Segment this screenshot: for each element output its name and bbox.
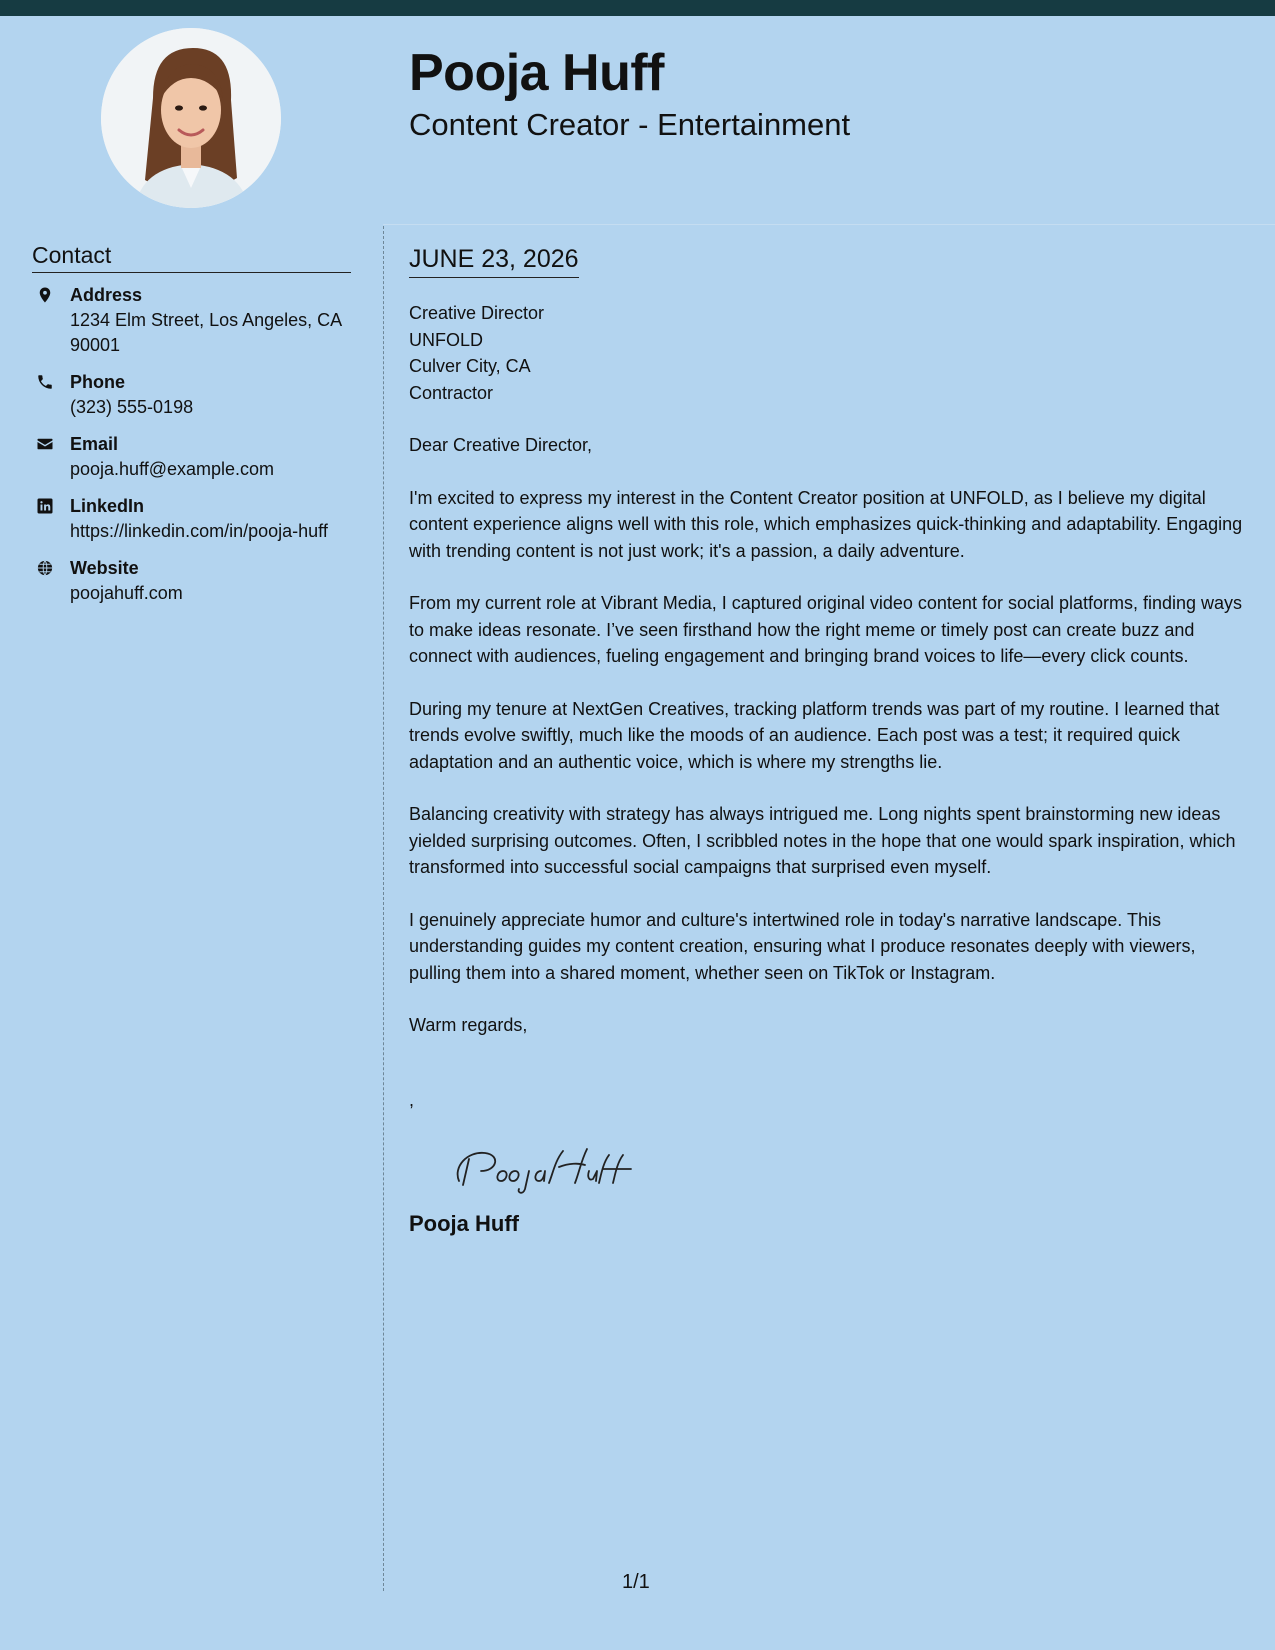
contact-item-address bbox=[32, 283, 351, 358]
comma-line: , bbox=[409, 1089, 415, 1110]
contact-label: Website bbox=[70, 558, 139, 578]
envelope-icon bbox=[36, 435, 54, 453]
contact-value[interactable]: poojahuff.com bbox=[70, 583, 183, 603]
recipient-line: Creative Director bbox=[409, 303, 545, 323]
applicant-name: Pooja Huff bbox=[409, 44, 664, 102]
closing: Warm regards, bbox=[409, 1015, 528, 1035]
contact-value: pooja.huff@example.com bbox=[70, 459, 275, 479]
letter-paragraph: I genuinely appreciate humor and culture's intertwined role in today's narrative landscape. This understanding guides my content creation, ensuring what I produce resonates deeply with viewers, pulling them into a shared moment, whether seen on TikTok or Instagram. bbox=[409, 909, 1196, 983]
phone-icon bbox=[36, 373, 54, 391]
letter-paragraph: Balancing creativity with strategy has always intrigued me. Long nights spent brainstorming new ideas yielded surprising outcomes. Often, I scribbled notes in the hope that one would spark inspiration, which transformed into successful social campaigns that surprised even myself. bbox=[409, 804, 1236, 877]
portrait-illustration bbox=[101, 28, 281, 208]
linkedin-icon bbox=[36, 497, 54, 515]
letter-paragraph: During my tenure at NextGen Creatives, tracking platform trends was part of my routine. I learned that trends evolve swiftly, much like the moods of an audience. Each post was a test; it required quick adaptation and an authentic voice, which is where my strengths lie. bbox=[409, 698, 1220, 772]
contact-label: LinkedIn bbox=[70, 496, 145, 516]
letter-paragraph: From my current role at Vibrant Media, I captured original video content for social platforms, finding ways to make ideas resonate. I’ve seen firsthand how the right meme or timely post can create buzz and connect with audiences, fueling engagement and bringing brand voices to life—every click counts. bbox=[409, 593, 1243, 666]
recipient-block bbox=[409, 300, 1249, 406]
header bbox=[409, 40, 850, 144]
recipient-line: Culver City, CA bbox=[409, 356, 531, 376]
contact-item-website bbox=[32, 556, 351, 606]
recipient-line: Contractor bbox=[409, 382, 494, 403]
globe-icon bbox=[36, 559, 54, 577]
contact-heading: Contact bbox=[32, 240, 351, 273]
contact-label: Email bbox=[70, 434, 119, 454]
letter-body bbox=[409, 244, 1249, 1239]
column-divider bbox=[383, 226, 384, 1591]
profile-photo bbox=[101, 28, 281, 208]
map-pin-icon bbox=[36, 286, 54, 304]
contact-value[interactable]: https://linkedin.com/in/pooja-huff bbox=[70, 521, 328, 541]
contact-item-linkedin bbox=[32, 494, 351, 544]
header-divider bbox=[383, 224, 1275, 225]
contact-item-email bbox=[32, 432, 351, 482]
letter-paragraph: I'm excited to express my interest in the Content Creator position at UNFOLD, as I believe my digital content experience aligns well with this role, which emphasizes quick-thinking and adaptability. Engaging with trending content is not just work; it's a passion, a daily adventure. bbox=[409, 487, 1243, 561]
contact-label: Phone bbox=[70, 372, 126, 392]
letter-date: JUNE 23, 2026 bbox=[409, 244, 579, 278]
signature-image bbox=[445, 1137, 645, 1197]
job-title: Content Creator - Entertainment bbox=[409, 107, 851, 142]
contact-sidebar bbox=[32, 240, 351, 618]
signed-name: Pooja Huff bbox=[409, 1210, 519, 1236]
contact-value: 1234 Elm Street, Los Angeles, CA 90001 bbox=[70, 310, 342, 355]
handwritten-signature bbox=[445, 1137, 645, 1197]
salutation: Dear Creative Director, bbox=[409, 435, 593, 455]
contact-label: Address bbox=[70, 285, 143, 305]
contact-item-phone bbox=[32, 370, 351, 420]
recipient-line: UNFOLD bbox=[409, 329, 484, 350]
page-number: 1/1 bbox=[622, 1571, 650, 1593]
top-accent-bar bbox=[0, 0, 1275, 16]
contact-value: (323) 555-0198 bbox=[70, 397, 194, 417]
